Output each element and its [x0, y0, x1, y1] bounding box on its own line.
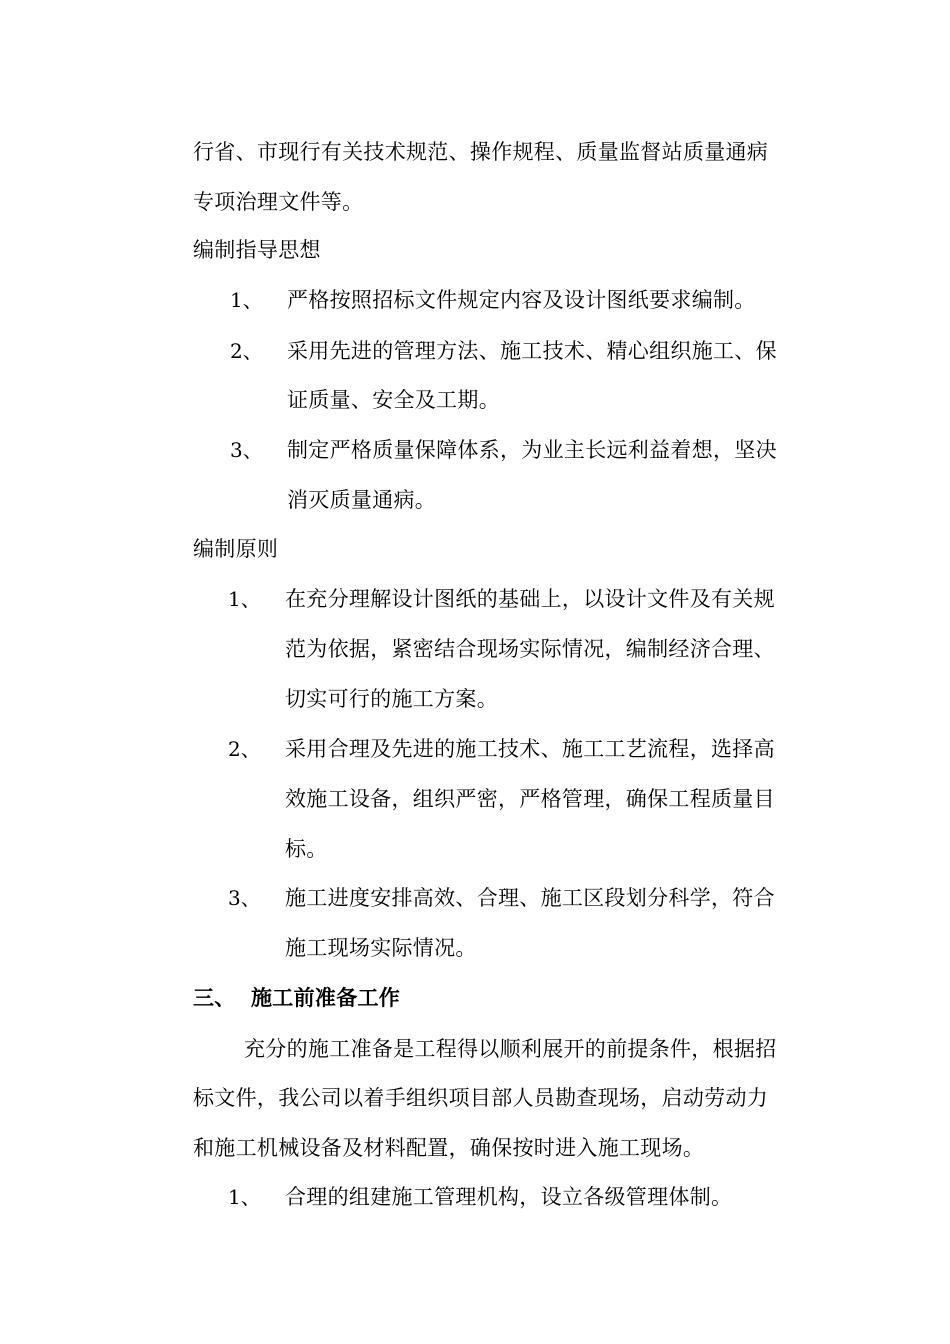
guiding-item-2-line-2: 证质量、安全及工期。	[287, 388, 500, 412]
guiding-item-1-line-1: 严格按照招标文件规定内容及设计图纸要求编制。	[287, 288, 756, 312]
principles-item-2-line-2: 效施工设备，组织严密，严格管理，确保工程质量目	[285, 787, 775, 811]
principles-item-2-line-1: 采用合理及先进的施工技术、施工工艺流程，选择高	[285, 737, 775, 761]
principles-item-3-line-1: 施工进度安排高效、合理、施工区段划分科学，符合	[285, 886, 775, 910]
principles-item-1-line-3: 切实可行的施工方案。	[285, 687, 498, 711]
guiding-heading: 编制指导思想	[193, 238, 321, 262]
section-3-number: 三、	[193, 985, 236, 1010]
principles-item-1-line-1: 在充分理解设计图纸的基础上，以设计文件及有关规	[285, 587, 775, 611]
principles-heading: 编制原则	[193, 537, 279, 561]
section-3-item-1-number: 1、	[228, 1185, 261, 1209]
guiding-item-3-number: 3、	[230, 438, 263, 462]
guiding-item-3-line-1: 制定严格质量保障体系，为业主长远利益着想，坚决	[287, 438, 777, 462]
section-3-para-line-1: 充分的施工准备是工程得以顺利展开的前提条件，根据招	[244, 1037, 777, 1061]
principles-item-1-line-2: 范为依据，紧密结合现场实际情况，编制经济合理、	[285, 637, 775, 661]
guiding-item-2-line-1: 采用先进的管理方法、施工技术、精心组织施工、保	[287, 339, 777, 363]
section-3-title: 施工前准备工作	[251, 985, 401, 1010]
guiding-item-3-line-2: 消灭质量通病。	[287, 488, 437, 512]
principles-item-1-number: 1、	[228, 587, 261, 611]
intro-line-1: 行省、市现行有关技术规范、操作规程、质量监督站质量通病	[193, 140, 769, 164]
principles-item-2-number: 2、	[228, 737, 261, 761]
intro-line-2: 专项治理文件等。	[193, 190, 364, 214]
section-3-para-line-2: 标文件，我公司以着手组织项目部人员勘查现场，启动劳动力	[193, 1086, 769, 1110]
principles-item-3-number: 3、	[228, 886, 261, 910]
guiding-item-2-number: 2、	[230, 339, 263, 363]
section-3-item-1-text: 合理的组建施工管理机构，设立各级管理体制。	[285, 1185, 733, 1209]
principles-item-2-line-3: 标。	[285, 837, 328, 861]
principles-item-3-line-2: 施工现场实际情况。	[285, 936, 477, 960]
section-3-para-line-3: 和施工机械设备及材料配置，确保按时进入施工现场。	[193, 1136, 705, 1160]
guiding-item-1-number: 1、	[230, 288, 263, 312]
